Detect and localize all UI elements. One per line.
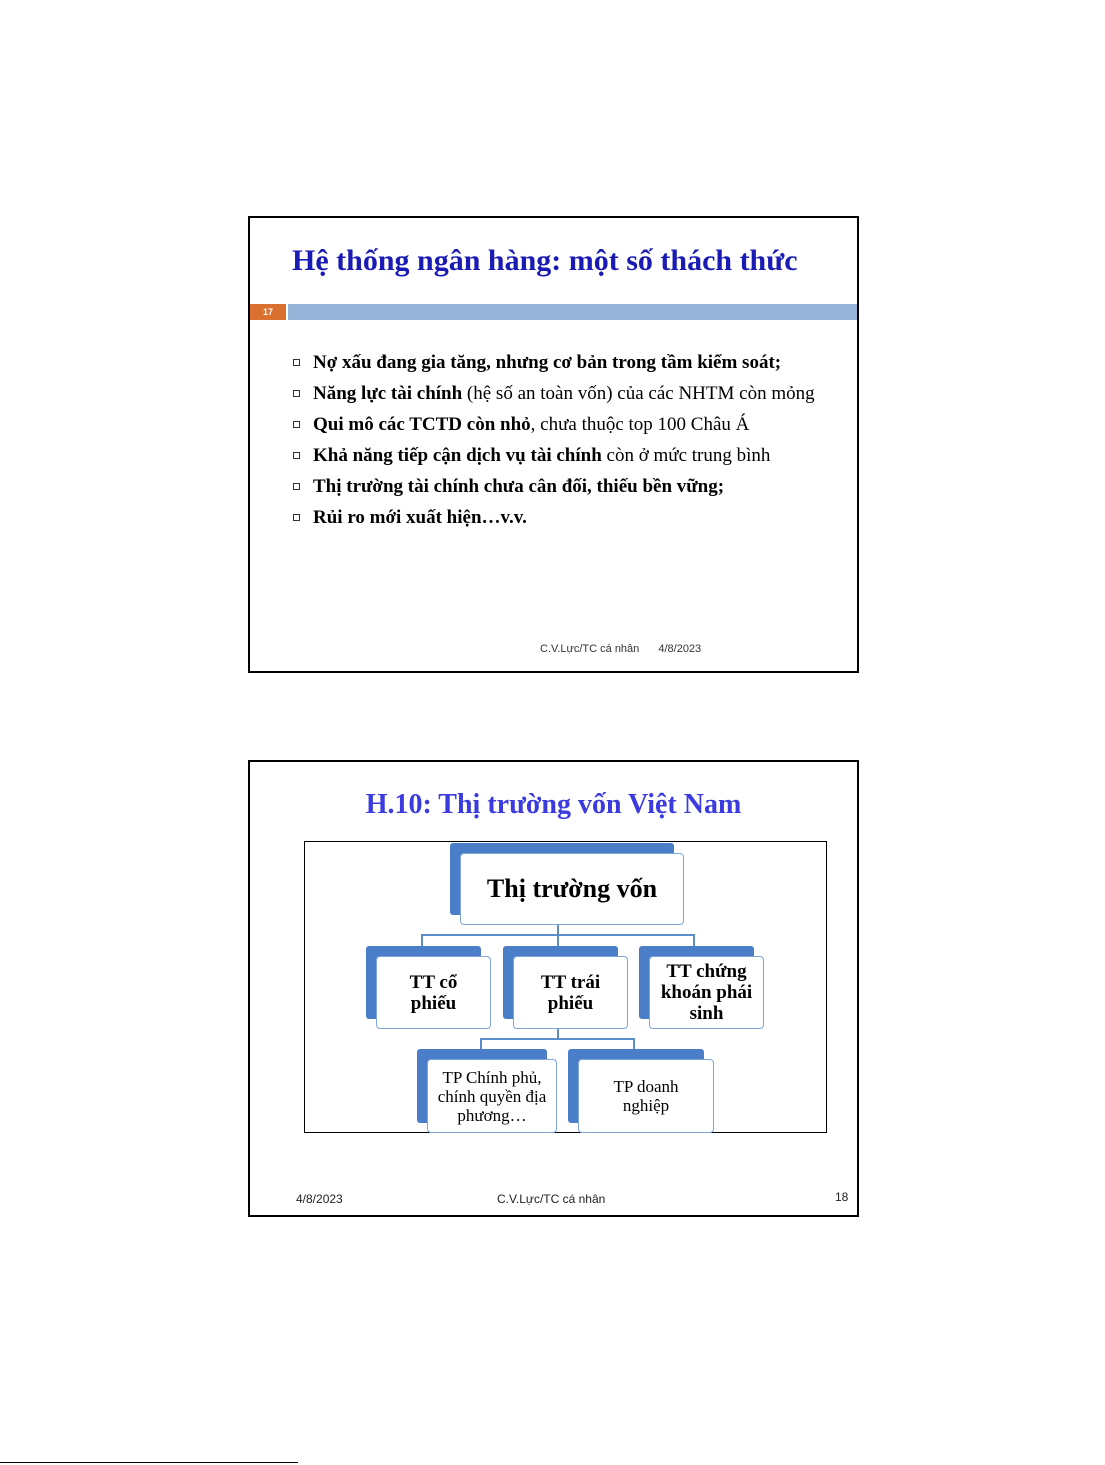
- page-footnote-rule: [0, 1462, 298, 1463]
- slide-18: [248, 760, 859, 1217]
- footer-author: C.V.Lực/TC cá nhân: [540, 643, 640, 655]
- item-bold-text: Năng lực tài chính: [313, 383, 463, 404]
- list-item: [290, 350, 850, 375]
- footer-author: C.V.Lực/TC cá nhân: [497, 1192, 606, 1206]
- square-bullet-icon: [293, 452, 300, 459]
- item-text: , chưa thuộc top 100 Châu Á: [530, 414, 750, 435]
- challenges-list: [290, 350, 850, 536]
- node-label: TT cổ phiếu: [409, 971, 458, 1014]
- slide-title: H.10: Thị trường vốn Việt Nam: [365, 789, 742, 820]
- node-tp-chinh-phu: [417, 1049, 557, 1133]
- node-tt-trai-phieu: [503, 946, 628, 1029]
- hierarchy-diagram: [304, 841, 827, 1133]
- node-tt-co-phieu: [366, 946, 491, 1029]
- list-item: [290, 381, 850, 406]
- footer-date: 4/8/2023: [658, 643, 702, 655]
- square-bullet-icon: [293, 421, 300, 428]
- connector-line: [480, 1038, 634, 1040]
- node-label: Thị trường vốn: [486, 874, 658, 903]
- square-bullet-icon: [293, 359, 300, 366]
- footer-page-number: 18: [835, 1190, 849, 1204]
- item-bold-text: Thị trường tài chính chưa cân đối, thiếu bền vững;: [313, 476, 725, 497]
- slide-footer: [540, 643, 717, 655]
- item-bold-text: Khả năng tiếp cận dịch vụ tài chính: [313, 445, 602, 466]
- item-text: (hệ số an toàn vốn) của các NHTM còn mỏng: [462, 383, 815, 404]
- slide-number-badge: 17: [250, 304, 286, 320]
- item-text: còn ở mức trung bình: [601, 445, 771, 466]
- node-thi-truong-von: [450, 843, 684, 925]
- square-bullet-icon: [293, 514, 300, 521]
- list-item: [290, 412, 850, 437]
- node-label: TP Chính phủ, chính quyền địa phương…: [437, 1067, 547, 1125]
- list-item: [290, 505, 850, 530]
- item-bold-text: Qui mô các TCTD còn nhỏ: [313, 414, 531, 435]
- slide-17: [248, 216, 859, 673]
- square-bullet-icon: [293, 390, 300, 397]
- item-bold-text: Nợ xấu đang gia tăng, nhưng cơ bản trong tầm kiểm soát;: [313, 352, 782, 373]
- node-label: TT trái phiếu: [540, 971, 601, 1014]
- node-label: TP doanh nghiệp: [613, 1077, 679, 1115]
- item-bold-text: Rủi ro mới xuất hiện…v.v.: [313, 507, 527, 528]
- title-divider-bar: [288, 304, 857, 320]
- footer-date: 4/8/2023: [296, 1192, 343, 1206]
- square-bullet-icon: [293, 483, 300, 490]
- list-item: [290, 443, 850, 468]
- node-tp-doanh-nghiep: [568, 1049, 714, 1133]
- node-tt-chung-khoan-phai-sinh: [639, 946, 764, 1029]
- list-item: [290, 474, 850, 499]
- node-label: TT chứng khoán phái sinh: [660, 961, 753, 1024]
- slide-title: Hệ thống ngân hàng: một số thách thức: [292, 244, 798, 277]
